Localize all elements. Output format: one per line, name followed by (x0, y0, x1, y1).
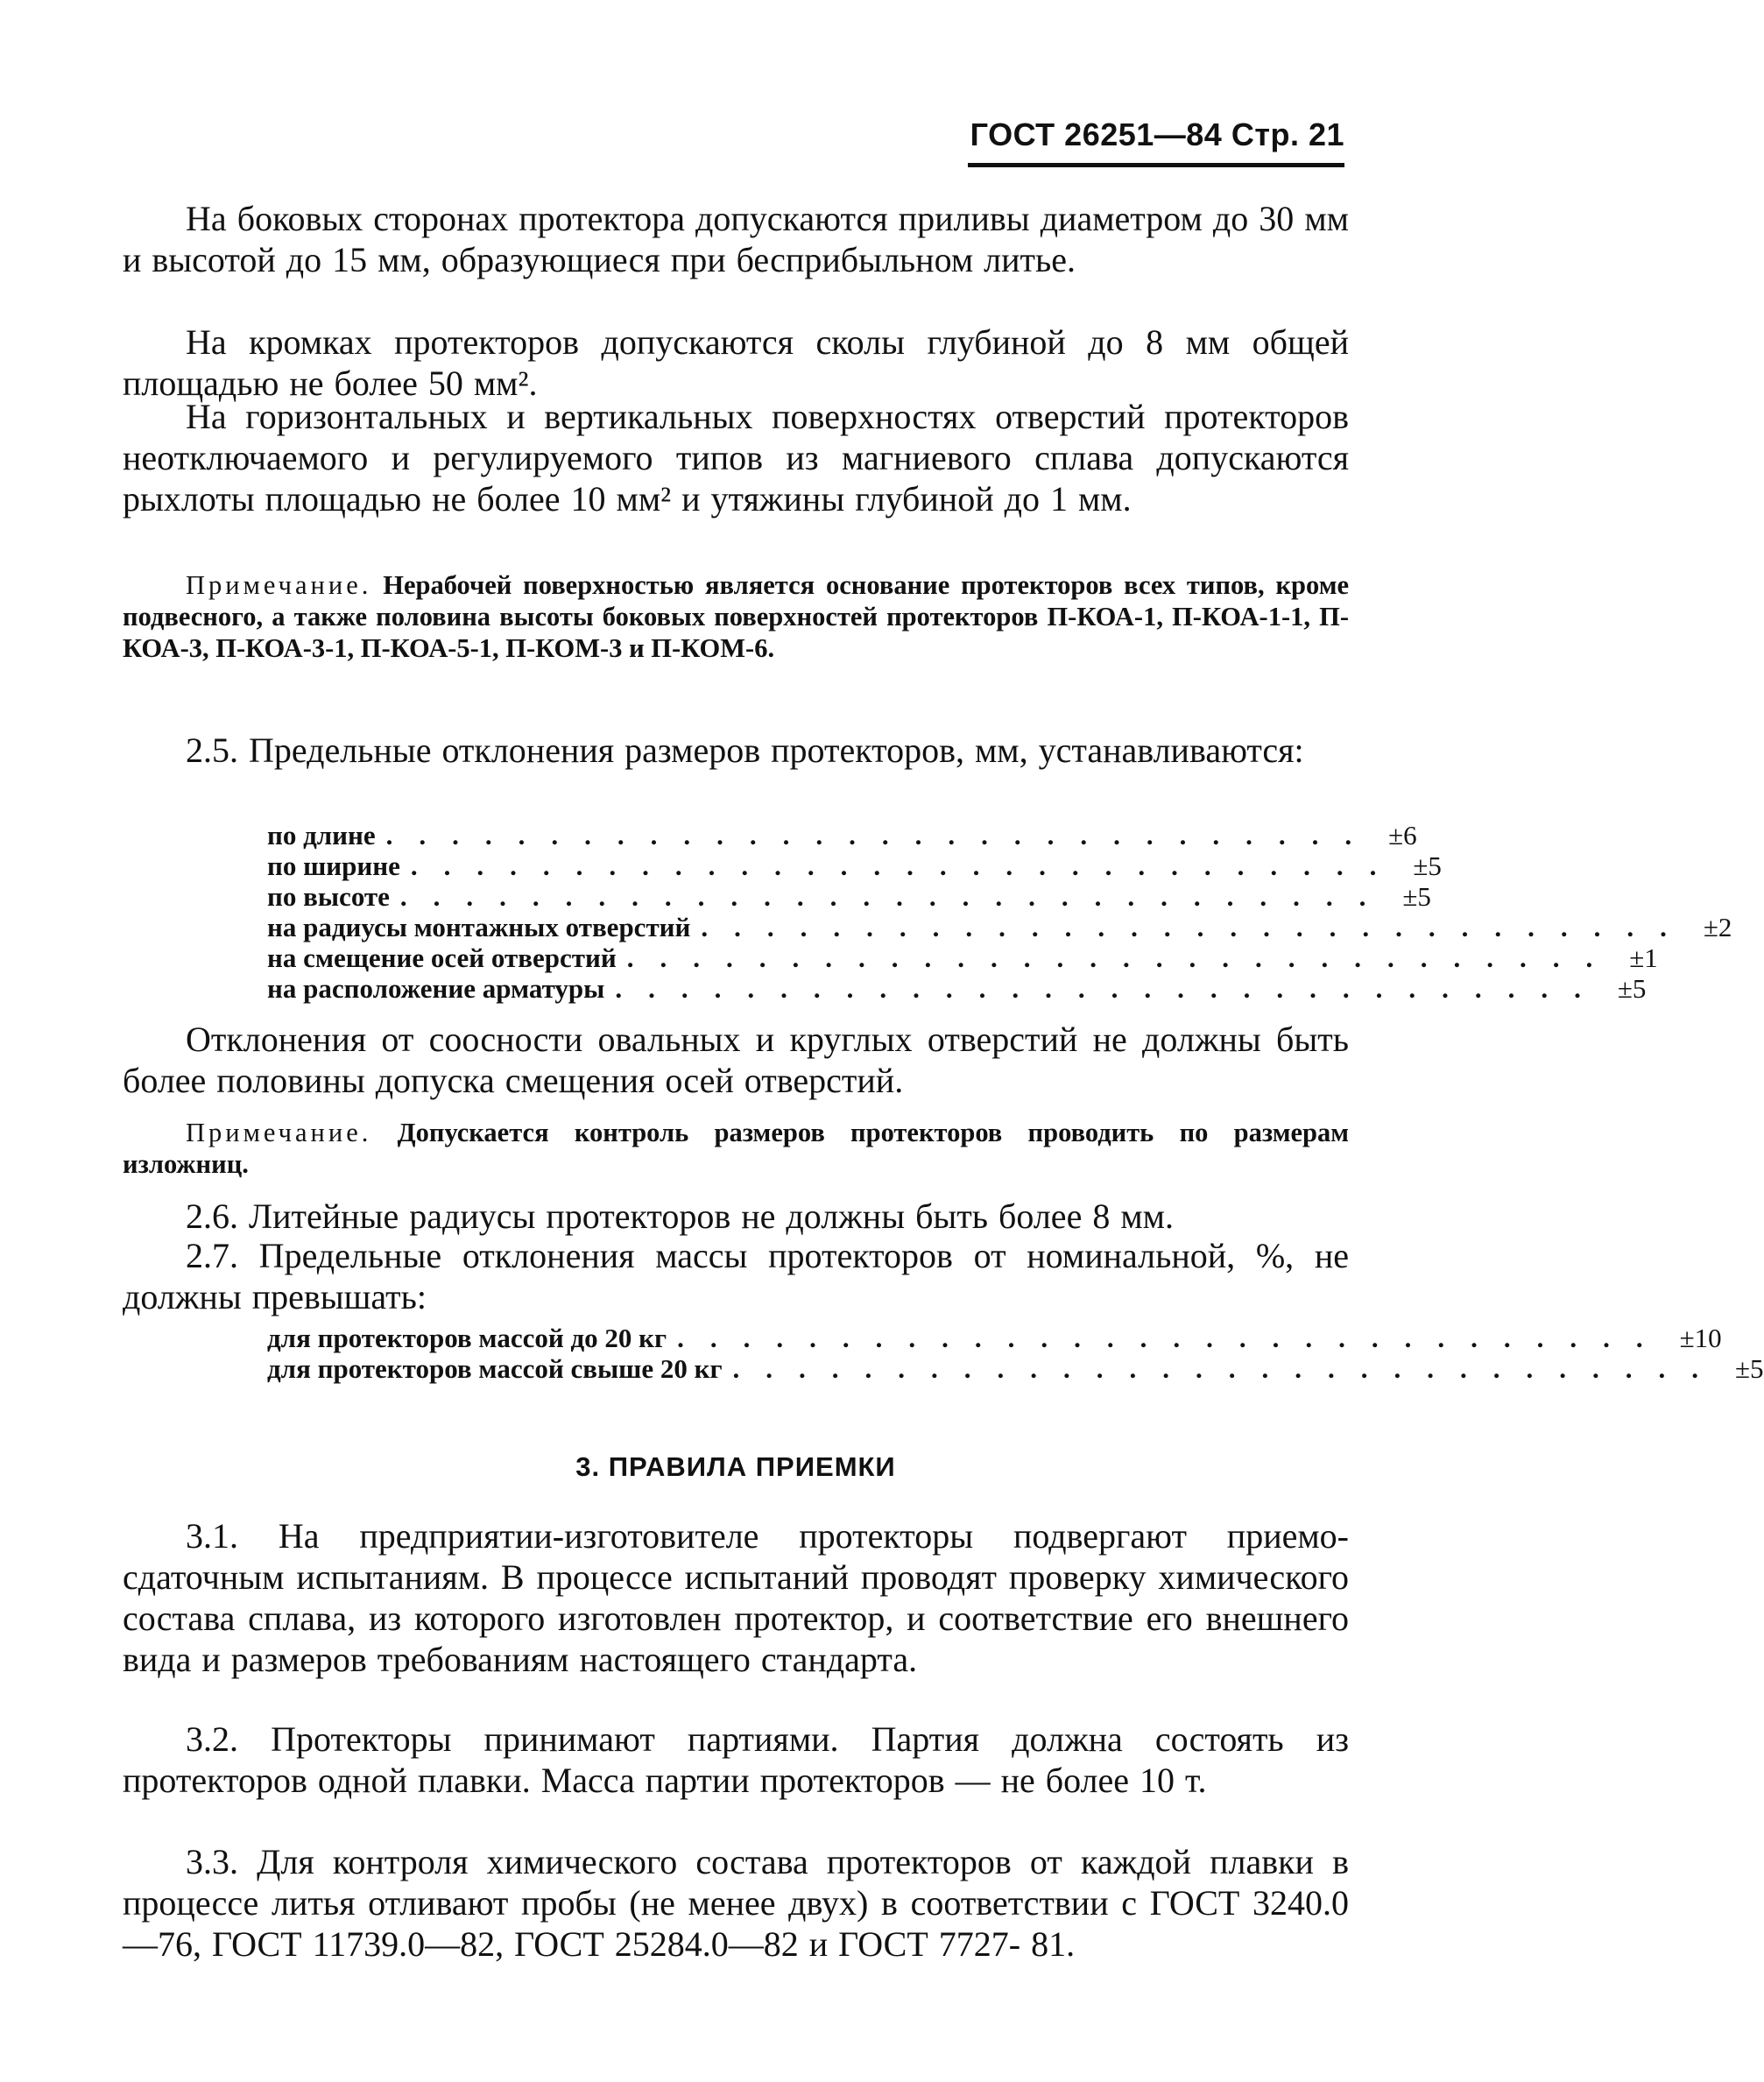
tolerance-row (267, 1353, 1764, 1384)
note-nonworking-surface (123, 569, 1349, 664)
mass-tolerance-list (267, 1323, 1764, 1384)
tolerance-value: ±5 (1402, 881, 1431, 912)
header-rule (968, 163, 1344, 167)
paragraph-edge-chips: На кромках протекторов допускаются сколы глубиной до 8 мм общей площадью не более 50 мм². (123, 322, 1349, 403)
leader-dots: .............................. (677, 1323, 1669, 1353)
tolerance-label: по высоте (267, 881, 390, 912)
leader-dots: .............................. (615, 973, 1607, 1004)
paragraph-coaxiality: Отклонения от соосности овальных и круглых отверстий не должны быть более половины допуска смещения осей отверстий. (123, 1020, 1349, 1100)
tolerance-row (267, 942, 1658, 973)
size-tolerance-list (267, 820, 1732, 1004)
tolerance-label: для протекторов массой до 20 кг (267, 1323, 667, 1353)
leader-dots: .............................. (399, 881, 1393, 912)
tolerance-label: на расположение арматуры (267, 973, 605, 1004)
tolerance-row (267, 820, 1417, 850)
tolerance-label: по длине (267, 820, 376, 850)
tolerance-value: ±5 (1413, 850, 1442, 881)
paragraph-side-lugs: На боковых сторонах протектора допускаются приливы диаметром до 30 мм и высотой до 15 мм, образующиеся при бесприбыльном литье. (123, 199, 1349, 279)
tolerance-label: на радиусы монтажных отверстий (267, 912, 691, 942)
paragraph-3-1: 3.1. На предприятии-изготовителе протекторы подвергают приемо-сдаточным испытаниям. В процессе испытаний проводят проверку химического состава сплава, из которого изготовлен протектор, и соответствие его внешнего вида и размеров требованиям настоящего стандарта. (123, 1516, 1349, 1679)
leader-dots: .............................. (701, 912, 1693, 942)
paragraph-3-2: 3.2. Протекторы принимают партиями. Партия должна состоять из протекторов одной плавки. Масса партии протекторов — не более 10 т. (123, 1719, 1349, 1800)
note-mold-sizes (123, 1117, 1349, 1180)
leader-dots: .............................. (385, 820, 1379, 850)
tolerance-row (267, 1323, 1722, 1353)
paragraph-2-6: 2.6. Литейные радиусы протекторов не должны быть более 8 мм. (186, 1196, 1174, 1236)
tolerance-row (267, 881, 1431, 912)
leader-dots: .............................. (410, 850, 1403, 881)
note-text: Допускается контроль размеров протекторов проводить по размерам изложниц. (123, 1118, 1349, 1179)
tolerance-value: ±5 (1617, 973, 1647, 1004)
note-text: Нерабочей поверхностью является основание протекторов всех типов, кроме подвесного, а также половина высоты боковых поверхностей протекторов П-КОА-1, П-КОА-1-1, П-КОА-3, П-КОА-3-1, П-КОА-5-1, П-КОМ-3 и П-КОМ-6. (123, 570, 1350, 663)
tolerance-label: для протекторов массой свыше 20 кг (267, 1353, 723, 1384)
tolerance-value: ±10 (1679, 1323, 1722, 1353)
note-label: Примечание. (186, 570, 372, 600)
tolerance-value: ±2 (1703, 912, 1732, 942)
leader-dots: .............................. (626, 942, 1619, 973)
note-label: Примечание. (186, 1118, 372, 1147)
paragraph-3-3: 3.3. Для контроля химического состава протекторов от каждой плавки в процессе литья отливают пробы (не менее двух) в соответствии с ГОСТ 3240.0—76, ГОСТ 11739.0—82, ГОСТ 25284.0—82 и ГОСТ 7727- 81. (123, 1842, 1349, 1964)
section-title: 3. ПРАВИЛА ПРИЕМКИ (575, 1451, 896, 1482)
tolerance-label: по ширине (267, 850, 400, 881)
page-header: ГОСТ 26251—84 Стр. 21 (970, 116, 1344, 152)
tolerance-row (267, 973, 1647, 1004)
paragraph-2-7: 2.7. Предельные отклонения массы протекторов от номинальной, %, не должны превышать: (123, 1236, 1349, 1316)
paragraph-looseness: На горизонтальных и вертикальных поверхностях отверстий протекторов неотключаемого и регулируемого типов из магниевого сплава допускаются рыхлоты площадью не более 10 мм² и утяжины глубиной до 1 мм. (123, 397, 1349, 519)
tolerance-row (267, 850, 1442, 881)
tolerance-label: на смещение осей отверстий (267, 942, 617, 973)
leader-dots: .............................. (732, 1353, 1725, 1384)
tolerance-row (267, 912, 1732, 942)
tolerance-value: ±6 (1388, 820, 1417, 850)
tolerance-value: ±5 (1735, 1353, 1764, 1384)
tolerance-value: ±1 (1629, 942, 1658, 973)
paragraph-2-5: 2.5. Предельные отклонения размеров протекторов, мм, устанавливаются: (186, 730, 1304, 770)
